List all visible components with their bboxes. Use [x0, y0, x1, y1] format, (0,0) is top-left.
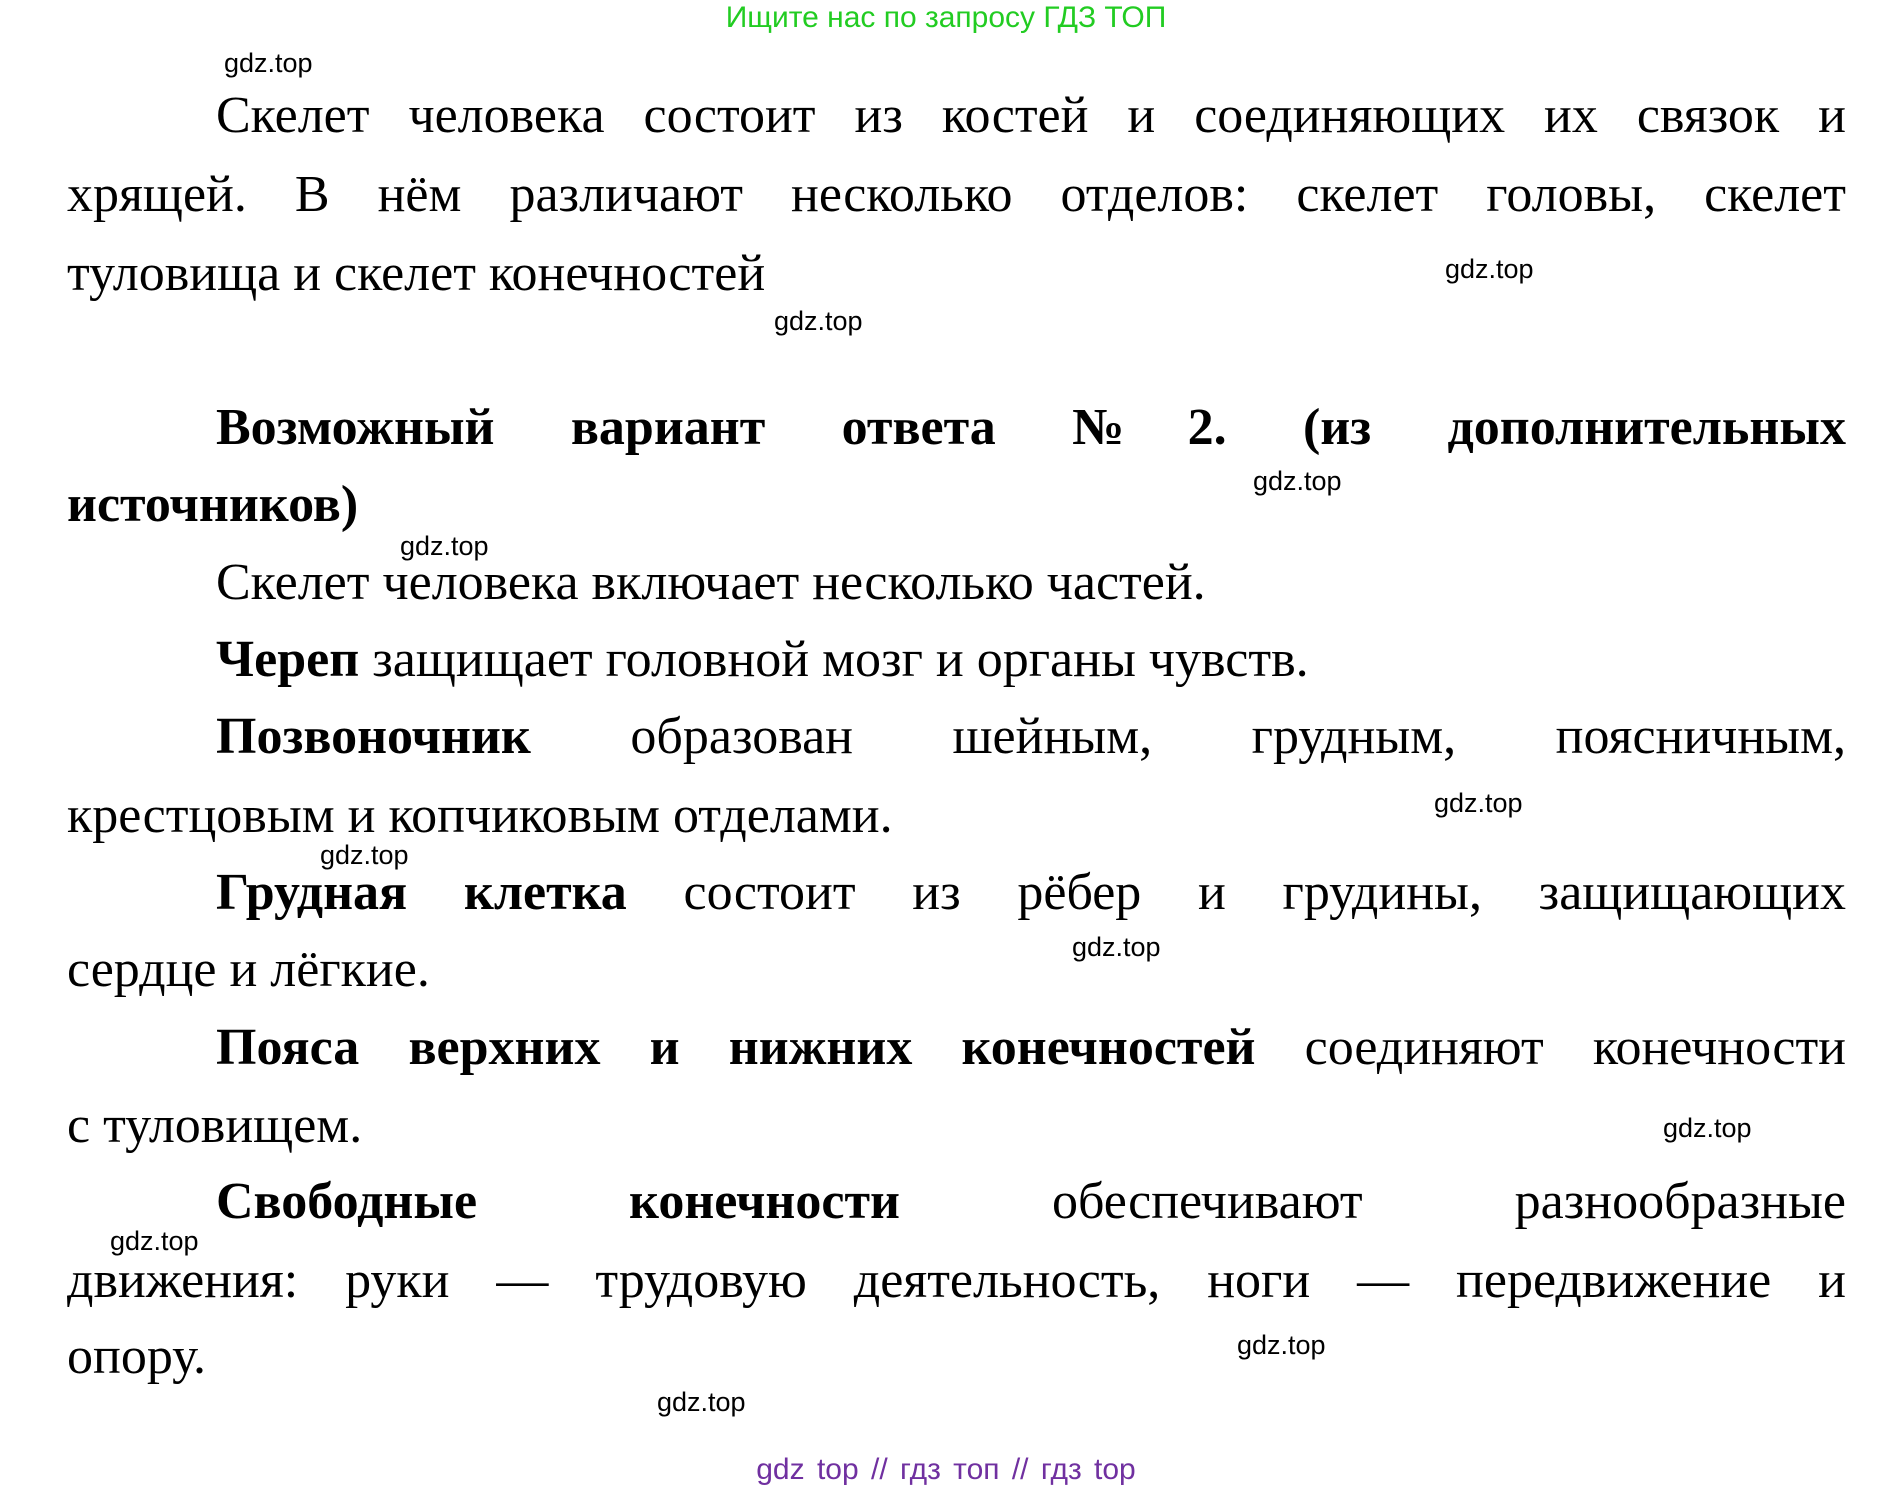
watermark: gdz.top	[1445, 254, 1534, 284]
watermark: gdz.top	[1434, 788, 1523, 818]
text-line	[67, 245, 1846, 302]
text-segment: сердце и лёгкие.	[67, 941, 430, 998]
text-line	[216, 864, 1846, 921]
text-segment: опору.	[67, 1328, 206, 1385]
watermark: gdz.top	[320, 840, 409, 870]
text-line	[67, 787, 1846, 844]
text-line	[67, 1328, 1846, 1385]
watermark: gdz.top	[1237, 1330, 1326, 1360]
footer-links: gdz top // гдз топ // гдз top	[756, 1453, 1136, 1486]
text-line	[216, 1019, 1846, 1076]
text-segment: Скелет человека состоит из костей и соединяющих их связок и	[216, 87, 1846, 144]
bold-term: Возможный вариант ответа №2. (из дополнительных	[216, 399, 1846, 456]
text-line	[67, 1252, 1846, 1309]
text-line	[67, 166, 1846, 223]
text-segment: туловища и скелет конечностей	[67, 245, 766, 302]
watermark: gdz.top	[224, 48, 313, 78]
watermark: gdz.top	[400, 531, 489, 561]
watermark: gdz.top	[1072, 932, 1161, 962]
bold-term: Свободные конечности	[216, 1173, 900, 1230]
watermark: gdz.top	[1253, 466, 1342, 496]
text-segment: с туловищем.	[67, 1097, 363, 1154]
text-line	[216, 631, 1846, 688]
text-segment: Скелет человека включает несколько частей.	[216, 554, 1206, 611]
text-segment: хрящей. В нём различают несколько отделов: скелет головы, скелет	[67, 166, 1846, 223]
text-segment: крестцовым и копчиковым отделами.	[67, 787, 893, 844]
watermark: gdz.top	[110, 1226, 199, 1256]
text-line	[216, 399, 1846, 456]
text-segment: обеспечивают разнообразные	[899, 1173, 1847, 1230]
bold-term: Череп	[216, 631, 360, 688]
search-banner: Ищите нас по запросу ГДЗ ТОП	[725, 1, 1167, 34]
text-segment: движения: руки — трудовую деятельность, ноги — передвижение и	[67, 1252, 1846, 1309]
text-segment: защищает головной мозг и органы чувств.	[359, 631, 1309, 688]
bold-term: Позвоночник	[216, 708, 531, 765]
watermark: gdz.top	[774, 306, 863, 336]
text-segment: состоит из рёбер и грудины, защищающих	[626, 864, 1846, 921]
text-line	[216, 87, 1846, 144]
text-segment: соединяют конечности	[1255, 1019, 1846, 1076]
text-line	[216, 1173, 1847, 1230]
text-line	[216, 554, 1846, 611]
text-segment: образован шейным, грудным, поясничным,	[530, 708, 1846, 765]
text-line	[67, 1097, 1846, 1154]
watermark: gdz.top	[1663, 1113, 1752, 1143]
watermark: gdz.top	[657, 1387, 746, 1417]
text-line	[216, 708, 1846, 765]
text-line	[67, 941, 1846, 998]
bold-term: Грудная клетка	[216, 864, 627, 921]
text-line	[67, 476, 1846, 533]
bold-term: Пояса верхних и нижних конечностей	[216, 1019, 1256, 1076]
bold-term: источников)	[67, 476, 359, 533]
